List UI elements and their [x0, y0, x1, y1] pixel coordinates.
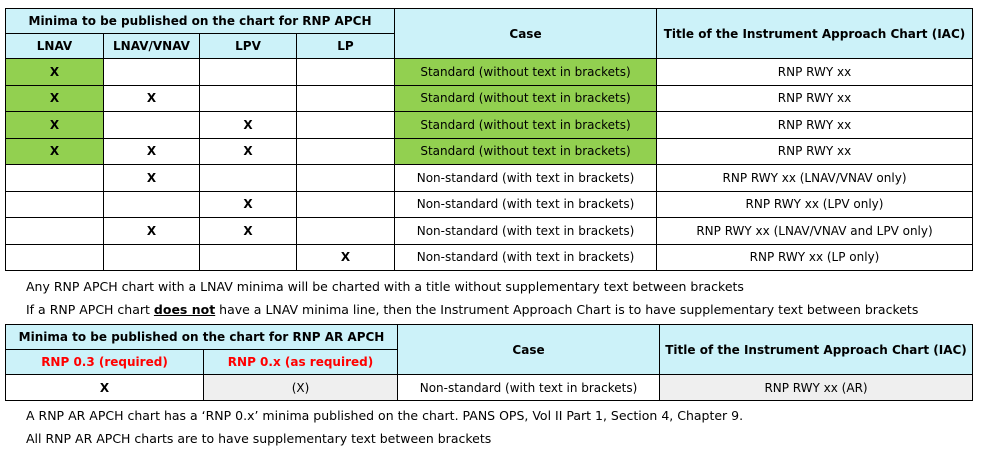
- ar-iac-title-header: Title of the Instrument Approach Chart (IAC): [660, 325, 973, 375]
- lp-cell: [297, 85, 395, 112]
- title-cell: RNP RWY xx (LPV only): [657, 191, 973, 218]
- table-row: [6, 85, 973, 112]
- lnav-vnav-cell: [104, 59, 200, 86]
- table-row: [6, 112, 973, 139]
- case-cell: Non-standard (with text in brackets): [395, 218, 657, 245]
- case-cell: Non-standard (with text in brackets): [395, 244, 657, 271]
- lpv-cell: [200, 165, 297, 192]
- rnp-apch-group-header: Minima to be published on the chart for RNP APCH: [6, 9, 395, 34]
- title-cell: RNP RWY xx: [657, 138, 973, 165]
- lpv-cell: X: [200, 138, 297, 165]
- iac-title-header: Title of the Instrument Approach Chart (IAC): [657, 9, 973, 59]
- lnav-vnav-cell: X: [104, 138, 200, 165]
- note-ar-minima: A RNP AR APCH chart has a ‘RNP 0.x’ minima published on the chart. PANS OPS, Vol II Part 1, Section 4, Chapter 9.: [26, 408, 744, 423]
- lp-cell: X: [297, 244, 395, 271]
- lnav-vnav-cell: X: [104, 85, 200, 112]
- lnav-header: LNAV: [6, 34, 104, 59]
- lp-header: LP: [297, 34, 395, 59]
- lnav-cell: [6, 191, 104, 218]
- note-no-lnav-post: have a LNAV minima line, then the Instrument Approach Chart is to have supplementary text between brackets: [215, 302, 919, 317]
- rnp-0x-cell: (X): [204, 375, 398, 401]
- note-lnav-standard: Any RNP APCH chart with a LNAV minima will be charted with a title without supplementary text between brackets: [26, 279, 744, 294]
- lnav-vnav-header: LNAV/VNAV: [104, 34, 200, 59]
- lnav-cell: [6, 244, 104, 271]
- rnp-03-header: RNP 0.3 (required): [6, 350, 204, 375]
- note-no-lnav-emphasis: does not: [153, 302, 216, 317]
- table-row: [6, 59, 973, 86]
- ar-case-header: Case: [398, 325, 660, 375]
- lp-cell: [297, 191, 395, 218]
- case-cell: Standard (without text in brackets): [395, 138, 657, 165]
- note-no-lnav: [26, 302, 918, 317]
- lp-cell: [297, 218, 395, 245]
- lpv-cell: [200, 59, 297, 86]
- lnav-cell: X: [6, 85, 104, 112]
- case-header: Case: [395, 9, 657, 59]
- lp-cell: [297, 112, 395, 139]
- table-row: [6, 165, 973, 192]
- lnav-vnav-cell: X: [104, 165, 200, 192]
- table-row: [6, 375, 973, 401]
- lp-cell: [297, 59, 395, 86]
- note-no-lnav-pre: If a RNP APCH chart: [26, 302, 154, 317]
- lpv-cell: [200, 85, 297, 112]
- rnp-apch-table-body: [6, 59, 973, 271]
- title-cell: RNP RWY xx: [657, 59, 973, 86]
- lnav-vnav-cell: [104, 112, 200, 139]
- title-cell: RNP RWY xx: [657, 85, 973, 112]
- lpv-cell: [200, 244, 297, 271]
- lp-cell: [297, 165, 395, 192]
- table-row: [6, 218, 973, 245]
- lnav-vnav-cell: [104, 244, 200, 271]
- lnav-cell: [6, 218, 104, 245]
- case-cell: Non-standard (with text in brackets): [395, 191, 657, 218]
- case-cell: Non-standard (with text in brackets): [395, 165, 657, 192]
- lpv-cell: X: [200, 191, 297, 218]
- table-row: [6, 138, 973, 165]
- rnp-ar-group-header: Minima to be published on the chart for RNP AR APCH: [6, 325, 398, 350]
- title-cell: RNP RWY xx (LNAV/VNAV and LPV only): [657, 218, 973, 245]
- lp-cell: [297, 138, 395, 165]
- lnav-cell: X: [6, 112, 104, 139]
- lnav-cell: X: [6, 138, 104, 165]
- title-cell: RNP RWY xx: [657, 112, 973, 139]
- lnav-vnav-cell: [104, 191, 200, 218]
- lnav-vnav-cell: X: [104, 218, 200, 245]
- table-row: [6, 244, 973, 271]
- lpv-header: LPV: [200, 34, 297, 59]
- ar-case-cell: Non-standard (with text in brackets): [398, 375, 660, 401]
- rnp-apch-table: [5, 8, 973, 271]
- title-cell: RNP RWY xx (LNAV/VNAV only): [657, 165, 973, 192]
- lpv-cell: X: [200, 218, 297, 245]
- lnav-cell: X: [6, 59, 104, 86]
- case-cell: Standard (without text in brackets): [395, 85, 657, 112]
- case-cell: Standard (without text in brackets): [395, 112, 657, 139]
- table-row: [6, 191, 973, 218]
- rnp-ar-apch-table: [5, 324, 973, 401]
- rnp-0x-header: RNP 0.x (as required): [204, 350, 398, 375]
- lpv-cell: X: [200, 112, 297, 139]
- ar-title-cell: RNP RWY xx (AR): [660, 375, 973, 401]
- title-cell: RNP RWY xx (LP only): [657, 244, 973, 271]
- lnav-cell: [6, 165, 104, 192]
- case-cell: Standard (without text in brackets): [395, 59, 657, 86]
- rnp-03-cell: X: [6, 375, 204, 401]
- note-ar-brackets: All RNP AR APCH charts are to have supplementary text between brackets: [26, 431, 492, 446]
